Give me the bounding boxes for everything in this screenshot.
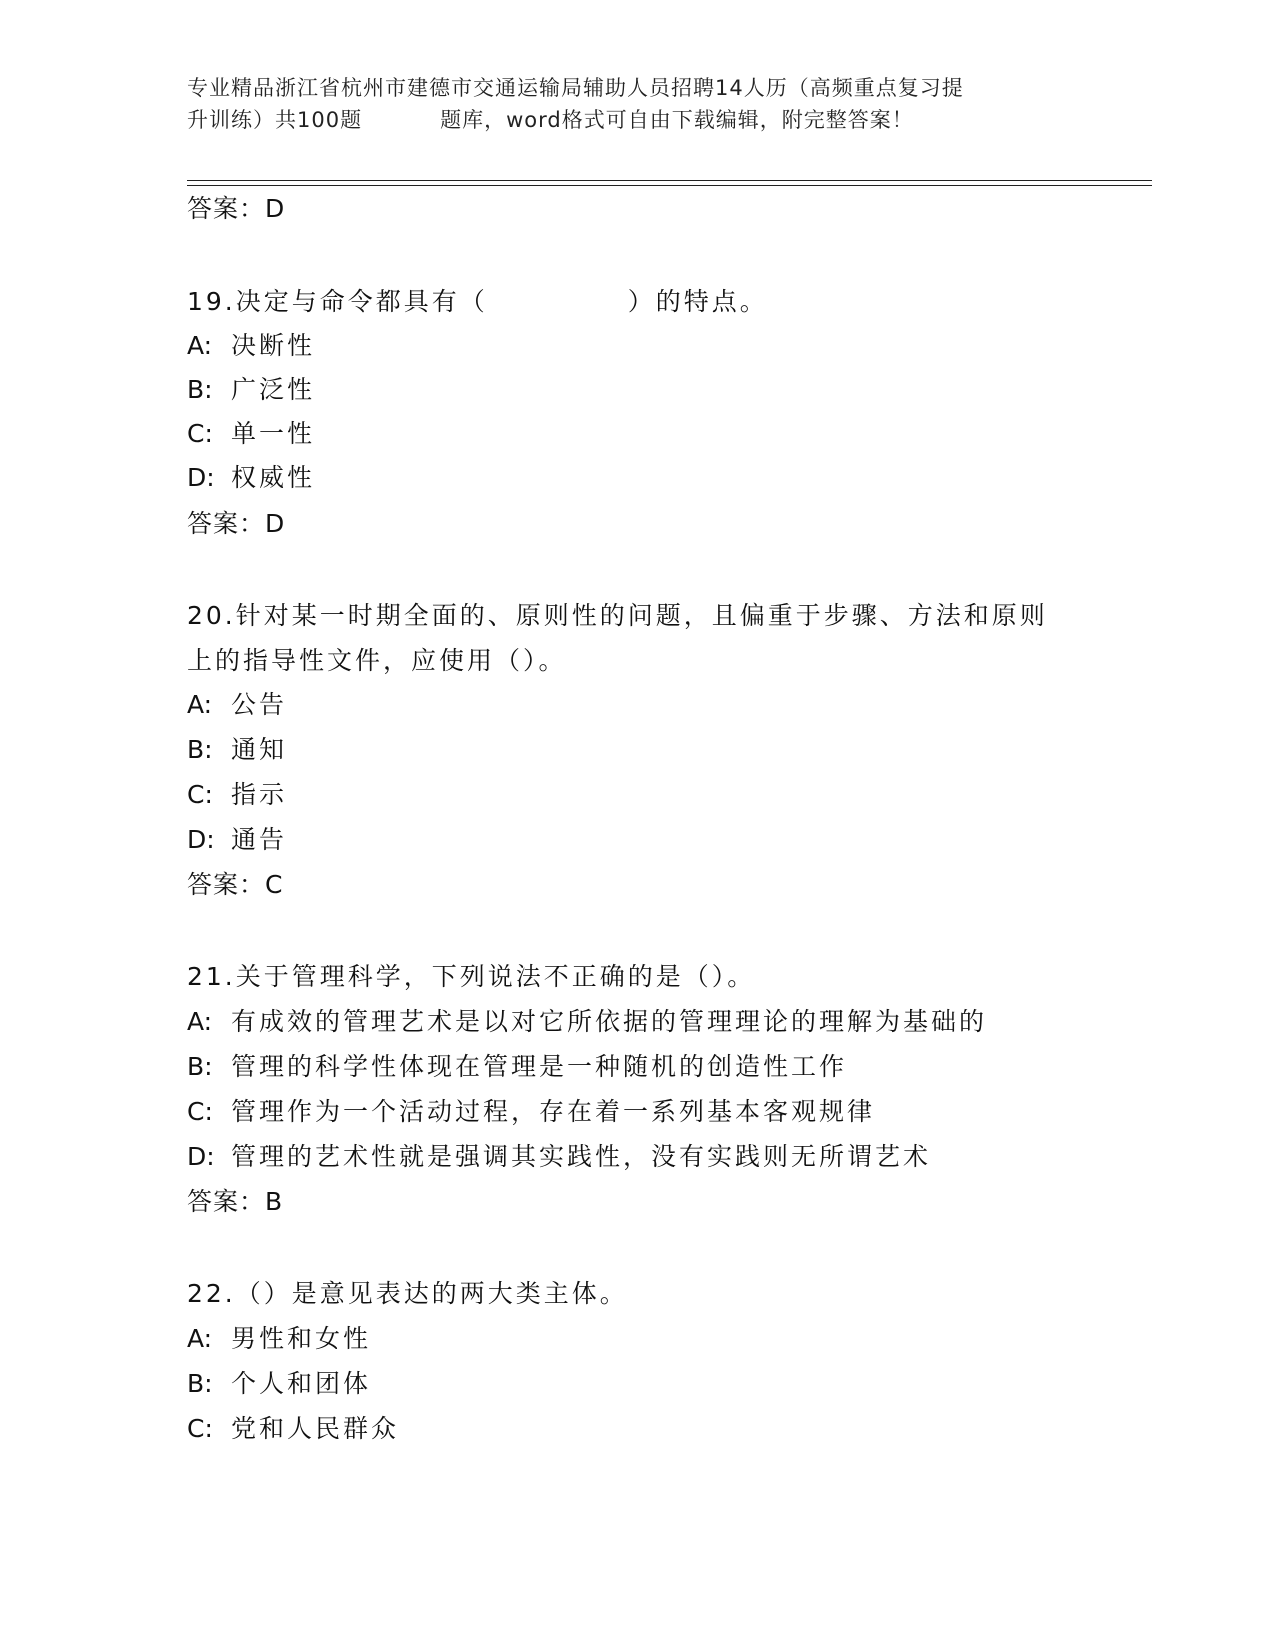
option-key: A: [187, 331, 213, 360]
option-item [187, 1052, 847, 1082]
option-item [187, 1414, 399, 1444]
option-text: 指示 [231, 780, 288, 809]
header-line-1: 专业精品浙江省杭州市建德市交通运输局辅助人员招聘14人历（高频重点复习提 [187, 76, 964, 100]
option-key: A: [187, 690, 213, 719]
option-key: B: [187, 1369, 213, 1398]
option-item [187, 1369, 371, 1399]
option-text: 管理的科学性体现在管理是一种随机的创造性工作 [231, 1052, 848, 1081]
option-key: C: [187, 1097, 213, 1126]
header-rule-bottom [187, 185, 1152, 186]
answer-line: 答案：C [187, 870, 284, 899]
option-key: D: [187, 463, 215, 492]
answer-line: 答案：D [187, 509, 286, 538]
header-line-2 [187, 104, 1067, 136]
page-header [187, 72, 1067, 136]
header-line-2b: 题库，word格式可自由下载编辑，附完整答案！ [440, 108, 914, 132]
question-stem-cont: 上的指导性文件，应使用（）。 [187, 646, 567, 675]
option-item [187, 331, 315, 361]
option-item [187, 1097, 875, 1127]
option-item [187, 1007, 987, 1037]
option-text: 决断性 [231, 331, 316, 360]
option-key: A: [187, 1324, 213, 1353]
option-item [187, 690, 287, 720]
option-item [187, 419, 315, 449]
option-item [187, 1324, 371, 1354]
option-key: B: [187, 1052, 213, 1081]
header-line-2a: 升训练）共100题 [187, 108, 363, 132]
option-key: D: [187, 825, 215, 854]
option-item [187, 735, 287, 765]
question-stem: 19.决定与命令都具有（ ）的特点。 [187, 287, 768, 316]
option-key: C: [187, 1414, 213, 1443]
option-text: 管理的艺术性就是强调其实践性，没有实践则无所谓艺术 [231, 1142, 932, 1171]
option-key: B: [187, 735, 213, 764]
answer-line-prev: 答案：D [187, 194, 286, 223]
option-key: A: [187, 1007, 213, 1036]
question-stem: 20.针对某一时期全面的、原则性的问题，且偏重于步骤、方法和原则 [187, 601, 1048, 630]
header-rule-top [187, 180, 1152, 181]
option-key: C: [187, 419, 213, 448]
option-item [187, 825, 287, 855]
option-key: C: [187, 780, 213, 809]
option-text: 有成效的管理艺术是以对它所依据的管理理论的理解为基础的 [231, 1007, 988, 1036]
option-item [187, 1142, 931, 1172]
option-item [187, 463, 315, 493]
option-text: 权威性 [231, 463, 316, 492]
option-text: 男性和女性 [231, 1324, 372, 1353]
option-text: 个人和团体 [231, 1369, 372, 1398]
option-item [187, 780, 287, 810]
option-text: 公告 [231, 690, 288, 719]
question-stem: 22.（）是意见表达的两大类主体。 [187, 1279, 628, 1308]
option-item [187, 375, 315, 405]
option-text: 广泛性 [231, 375, 316, 404]
option-text: 管理作为一个活动过程，存在着一系列基本客观规律 [231, 1097, 876, 1126]
option-key: D: [187, 1142, 215, 1171]
option-text: 通知 [231, 735, 288, 764]
option-text: 党和人民群众 [231, 1414, 400, 1443]
question-stem: 21.关于管理科学，下列说法不正确的是（）。 [187, 962, 756, 991]
option-key: B: [187, 375, 213, 404]
option-text: 通告 [231, 825, 288, 854]
option-text: 单一性 [231, 419, 316, 448]
answer-line: 答案：B [187, 1187, 284, 1216]
